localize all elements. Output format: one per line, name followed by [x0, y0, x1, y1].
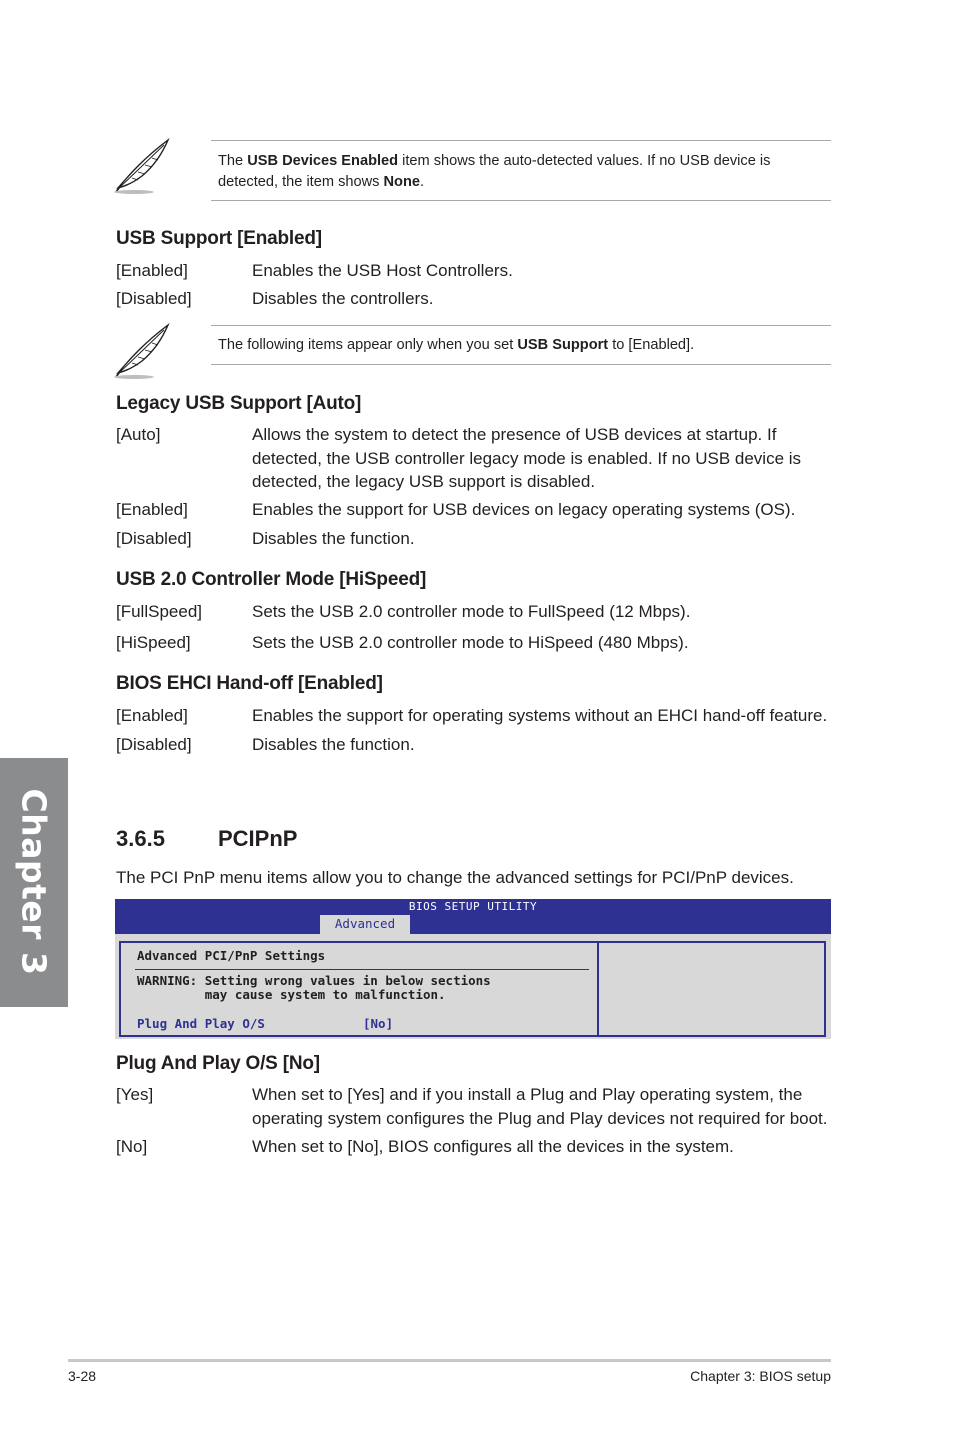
feather-pen-icon: [112, 136, 176, 196]
plug-and-play-os-value[interactable]: [No]: [363, 1016, 394, 1031]
bios-warning-line: may cause system to malfunction.: [137, 987, 446, 1002]
tab-advanced[interactable]: Advanced: [320, 915, 410, 934]
footer-chapter: Chapter 3: BIOS setup: [690, 1368, 831, 1384]
note-text: The following items appear only when you set USB Support to [Enabled].: [218, 337, 695, 353]
bios-screenshot: [115, 899, 831, 1039]
note-text: The USB Devices Enabled item shows the auto-detected values. If no USB device is detected, the item shows None.: [218, 153, 771, 190]
legacy-usb-heading: Legacy USB Support [Auto]: [116, 393, 362, 414]
footer-divider: [68, 1359, 831, 1362]
pnp-os-heading: Plug And Play O/S [No]: [116, 1053, 320, 1074]
bios-title: BIOS SETUP UTILITY: [408, 900, 538, 913]
section-title: PCIPnP: [218, 826, 298, 851]
bios-panel: [119, 941, 826, 1037]
note-usb-support: [112, 325, 831, 366]
chapter-tab-label: Chapter 3: [14, 788, 54, 976]
bios-panel-title: Advanced PCI/PnP Settings: [137, 948, 326, 963]
usb2-mode-heading: USB 2.0 Controller Mode [HiSpeed]: [116, 569, 427, 590]
ehci-heading: BIOS EHCI Hand-off [Enabled]: [116, 673, 383, 694]
plug-and-play-os-item[interactable]: Plug And Play O/S: [137, 1016, 265, 1031]
section-number: 3.6.5: [116, 826, 165, 851]
page-number: 3-28: [68, 1368, 97, 1384]
note-usb-devices: [112, 140, 831, 201]
section-intro: The PCI PnP menu items allow you to change the advanced settings for PCI/PnP devices.: [116, 868, 794, 887]
usb-support-heading: USB Support [Enabled]: [116, 228, 322, 249]
feather-pen-icon: [112, 321, 176, 381]
chapter-side-tab: [0, 758, 68, 1007]
bios-warning-line: WARNING: Setting wrong values in below sections: [137, 973, 491, 988]
